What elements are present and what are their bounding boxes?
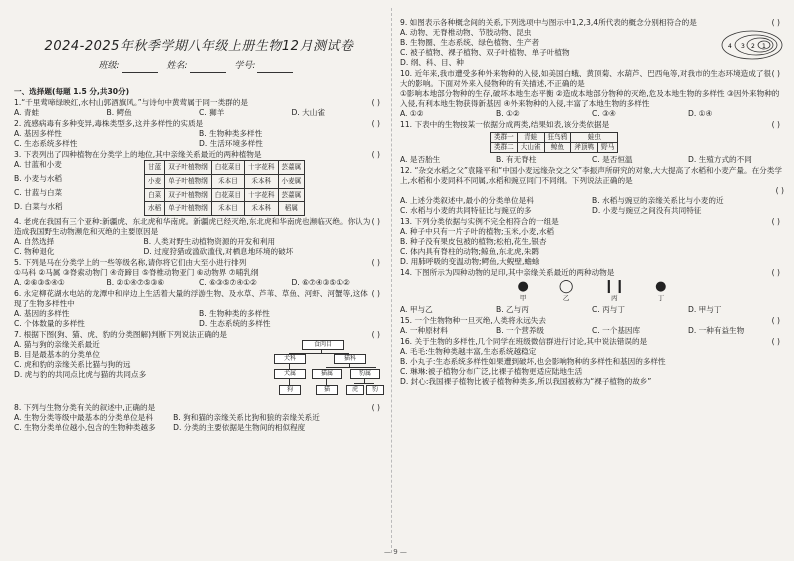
diagram-node: 犬科 bbox=[274, 354, 306, 364]
concept-rings-diagram bbox=[720, 28, 784, 62]
option[interactable]: A. ②⑥③⑤④① bbox=[14, 278, 65, 288]
question-stem: 3. 下表列出了四种植物在分类学上的地位,其中亲缘关系最近的两种植物是 bbox=[14, 150, 262, 160]
table-cell: 禾本科 bbox=[245, 174, 278, 188]
right-column bbox=[400, 0, 784, 561]
footprint-yi bbox=[559, 280, 574, 303]
option[interactable]: C. 物种退化 bbox=[14, 247, 55, 257]
rank-list: ①马科 ②马属 ③脊索动物门 ④奇蹄目 ⑤脊椎动物亚门 ⑥动物界 ⑦哺乳纲 bbox=[14, 268, 259, 278]
question-14 bbox=[400, 268, 784, 315]
table-row bbox=[145, 188, 305, 202]
class-field[interactable] bbox=[122, 63, 158, 73]
answer-paren[interactable]: ( ) bbox=[371, 289, 380, 299]
option[interactable]: D. ⑥⑦④③⑤①② bbox=[291, 278, 350, 288]
diagram-node: 猫科 bbox=[334, 354, 366, 364]
question-2 bbox=[14, 119, 384, 149]
table-cell: 芸薹属 bbox=[278, 188, 305, 202]
table-cell: 芸薹属 bbox=[278, 161, 305, 175]
question-stem: 16. 关于生物的多样性,几个同学在班级微信群进行讨论,其中说法错误的是 bbox=[400, 336, 648, 346]
paw-print-icon: ● bbox=[655, 279, 667, 295]
option[interactable]: A. 一种原材料 bbox=[400, 325, 448, 335]
option[interactable]: C. ⑥③⑤⑦④①② bbox=[199, 278, 257, 288]
taxonomy-diagram bbox=[264, 340, 384, 402]
table-cell: 甘蓝 bbox=[145, 161, 165, 175]
question-13 bbox=[400, 217, 784, 267]
table-cell: 单子叶植物纲 bbox=[165, 202, 212, 216]
table-cell: 斧顶鸭 bbox=[571, 143, 598, 153]
answer-paren[interactable]: ( ) bbox=[371, 150, 380, 160]
option[interactable]: C. ③④ bbox=[592, 109, 616, 119]
table-cell: 野马 bbox=[598, 143, 618, 153]
option[interactable]: D. 分类的主要依据是生物间的相似程度 bbox=[173, 423, 306, 433]
ring-label: 4 bbox=[728, 43, 732, 51]
option[interactable]: C. 被子植物、裸子植物、双子叶植物、单子叶植物 bbox=[400, 48, 570, 58]
question-stem: 12. “杂交水稻之父”袁隆平和“中国小麦远缘杂交之父”李振声所研究的对象,大大提高了水稻和小麦产量。在分类学上,水稻和小麦同科不同属,水稻和豌豆同门不同纲。下列说法正确的是 bbox=[400, 166, 782, 186]
option[interactable]: D. 甲与丁 bbox=[688, 304, 722, 314]
ring-label: 3 bbox=[741, 43, 745, 51]
diagram-node: 猫属 bbox=[312, 369, 342, 379]
option[interactable]: D. 大山雀 bbox=[291, 108, 325, 118]
option[interactable]: B. 人类对野生动植物资源的开发和利用 bbox=[143, 237, 276, 247]
table-cell: 禾本目 bbox=[211, 202, 244, 216]
question-9 bbox=[400, 18, 784, 68]
question-stem: 5. 下列是马在分类学上的一些等级名称,请你将它们由大至小进行排列 bbox=[14, 258, 247, 268]
option[interactable]: A. 毛毛:生物种类越丰富,生态系统越稳定 bbox=[400, 347, 537, 356]
table-cell: 小麦 bbox=[145, 174, 165, 188]
footprint-label: 丁 bbox=[657, 294, 665, 303]
answer-paren[interactable]: ( ) bbox=[371, 119, 380, 129]
option[interactable]: D. 纲、科、目、种 bbox=[400, 58, 464, 68]
question-11 bbox=[400, 120, 784, 165]
answer-paren[interactable]: ( ) bbox=[771, 120, 780, 130]
option[interactable]: D. 生态系统的多样性 bbox=[199, 319, 271, 329]
question-stem: 10. 近年来,我市遭受多种外来物种的入侵,如美国白蛾、黄顶菊、水葫芦、巴西龟等,对我市的生态环境造成了很大的影响。下面对外来入侵物种的有关描述,不正确的是 bbox=[400, 69, 772, 89]
option[interactable]: C. 生态系统多样性 bbox=[14, 139, 78, 149]
option[interactable]: C. 生物分类单位越小,包含的生物种类越多 bbox=[14, 423, 156, 433]
section-heading: 一、选择题(每题 1.5 分,共30分) bbox=[14, 87, 130, 97]
column-divider bbox=[391, 8, 392, 553]
table-cell: 鲸鱼 bbox=[544, 143, 571, 153]
option[interactable]: C. 个体数量的多样性 bbox=[14, 319, 85, 329]
option[interactable]: A. 自然选择 bbox=[14, 237, 55, 247]
answer-paren[interactable]: ( ) bbox=[371, 330, 380, 340]
diagram-node: 豹属 bbox=[350, 369, 380, 379]
option[interactable]: C. 是否恒温 bbox=[592, 155, 633, 165]
student-info bbox=[14, 61, 384, 73]
table-cell: 单子叶植物纲 bbox=[165, 174, 212, 188]
table-row bbox=[491, 143, 618, 153]
question-stem: 13. 下列分类依据与实例不完全相符合的一组是 bbox=[400, 217, 559, 227]
option[interactable]: A. 上述分类叙述中,最小的分类单位是科 bbox=[400, 196, 534, 206]
classification-table bbox=[144, 160, 305, 216]
table-cell: 类群二 bbox=[491, 143, 518, 153]
table-row bbox=[145, 161, 305, 175]
option[interactable]: A. 基因多样性 bbox=[14, 129, 62, 139]
question-stem: 2. 流感病毒有多种变异,毒株类型多,这并多样性的实质是 bbox=[14, 119, 204, 129]
option[interactable]: B. 有无脊柱 bbox=[496, 155, 537, 165]
footprint-label: 丙 bbox=[611, 294, 618, 303]
answer-paren[interactable]: ( ) bbox=[371, 403, 380, 413]
option[interactable]: B. 生物种类多样性 bbox=[199, 129, 263, 139]
table-cell: 双子叶植物纲 bbox=[165, 188, 212, 202]
footprint-label: 乙 bbox=[562, 294, 570, 303]
option[interactable]: D. ①④ bbox=[688, 109, 713, 119]
grouping-table bbox=[490, 132, 618, 153]
footprint-jia bbox=[517, 280, 528, 303]
answer-paren[interactable]: ( ) bbox=[371, 217, 380, 227]
table-row bbox=[145, 174, 305, 188]
option[interactable]: C. 水稻与小麦的共同特征比与豌豆的多 bbox=[400, 206, 532, 216]
option[interactable]: A. 生物分类等级中最基本的分类单位是科 bbox=[14, 413, 153, 423]
id-field[interactable] bbox=[257, 63, 293, 73]
name-field[interactable] bbox=[190, 63, 226, 73]
option[interactable]: A. 种子中只有一片子叶的植物;玉米,小麦,水稻 bbox=[400, 227, 554, 237]
table-cell: 小麦属 bbox=[278, 174, 305, 188]
option[interactable]: C. 体内具有脊柱的动物;鲸鱼,东北虎,朱鹮 bbox=[400, 247, 540, 257]
table-cell: 双子叶植物纲 bbox=[165, 161, 212, 175]
answer-paren[interactable]: ( ) bbox=[771, 336, 780, 346]
question-4 bbox=[14, 217, 384, 257]
answer-paren[interactable]: ( ) bbox=[771, 69, 780, 79]
table-cell: 大山雀 bbox=[517, 143, 544, 153]
table-row bbox=[491, 133, 618, 143]
exam-title: 2024-2025年秋季学期八年级上册生物12月测试卷 bbox=[44, 39, 354, 54]
question-stem: 4. 老虎在我国有三个亚种:新疆虎、东北虎和华南虎。新疆虎已经灭绝,东北虎和华南虎也濒临灭绝。你认为造成我国野生动物濒危和灭绝的主要原因是 bbox=[14, 217, 371, 237]
table-cell: 稻属 bbox=[278, 202, 305, 216]
option[interactable]: B. 水稻与豌豆的亲缘关系比与小麦的近 bbox=[592, 196, 724, 206]
option[interactable]: C. 虎和豹的亲缘关系比猫与狗的远 bbox=[14, 360, 131, 370]
question-7 bbox=[14, 330, 384, 402]
question-stem: 9. 如图表示各种概念间的关系,下列选项中与图示中1,2,3,4所代表的概念分别相符合的是 bbox=[400, 18, 697, 27]
diagram-node: 狗 bbox=[279, 385, 301, 395]
id-label: 学号: bbox=[234, 61, 256, 72]
option[interactable]: D. 过度狩猎或滥砍滥伐,对栖息地环境的破坏 bbox=[143, 247, 294, 257]
question-stem: 8. 下列与生物分类有关的叙述中,正确的是 bbox=[14, 403, 156, 413]
option[interactable]: C. 丙与丁 bbox=[592, 304, 625, 314]
option[interactable]: A. 青蛙 bbox=[14, 108, 40, 118]
table-cell: 青蛙 bbox=[517, 133, 544, 143]
footprint-label: 甲 bbox=[519, 294, 527, 303]
option[interactable]: C. 狮羊 bbox=[199, 108, 225, 118]
diagram-node: 豹 bbox=[366, 385, 384, 395]
diagram-node: 猫 bbox=[316, 385, 338, 395]
option[interactable]: B. 小丸子:生态系统多样性如果遭到破坏,也会影响物种的多样性和基因的多样性 bbox=[400, 357, 666, 367]
table-cell: 十字花科 bbox=[245, 188, 278, 202]
answer-paren[interactable]: ( ) bbox=[371, 258, 380, 268]
question-stem: 6. 永定柳花湖水电站的龙潭中和岸边上生活着大量的浮游生物、及水草、芦苇、草鱼、河虾、河蟹等,这体现了生物多样性中 bbox=[14, 289, 368, 309]
question-6 bbox=[14, 289, 384, 329]
table-cell: 白花菜目 bbox=[211, 188, 244, 202]
question-5 bbox=[14, 258, 384, 288]
option[interactable]: C. 一个基因库 bbox=[592, 325, 641, 335]
answer-paren[interactable]: ( ) bbox=[771, 315, 780, 325]
hoof-print-icon: ◯ bbox=[558, 279, 574, 295]
paw-print-icon: ● bbox=[517, 279, 529, 295]
option[interactable]: A. 动物、无脊椎动物、节肢动物、昆虫 bbox=[400, 28, 532, 38]
question-15 bbox=[400, 316, 784, 336]
ring-label: 2 bbox=[751, 43, 755, 51]
table-cell: 禾本科 bbox=[245, 202, 278, 216]
option[interactable]: C. 琳琳:被子植物分布广泛,比裸子植物更适应陆地生活 bbox=[400, 367, 583, 377]
table-cell: 十字花科 bbox=[245, 161, 278, 175]
ring-label: 1 bbox=[762, 43, 766, 51]
option[interactable]: D. 封心:我国裸子植物比被子植物种类多,所以我国被称为“裸子植物的故乡” bbox=[400, 377, 652, 387]
option[interactable]: A. 甘蓝和小麦 bbox=[14, 160, 62, 170]
table-row bbox=[145, 202, 305, 216]
answer-paren[interactable]: ( ) bbox=[771, 268, 780, 278]
option[interactable]: C. 甘蓝与白菜 bbox=[14, 188, 63, 198]
question-stem: 14. 下图所示为四种动物的足印,其中亲缘关系最近的两种动物是 bbox=[400, 268, 615, 278]
question-12 bbox=[400, 166, 784, 216]
table-cell: 类群一 bbox=[491, 133, 518, 143]
option[interactable]: D. 生殖方式的不同 bbox=[688, 155, 752, 165]
question-stem: 15. 一个生物物种一旦灭绝,人类将永远失去 bbox=[400, 315, 546, 325]
left-column bbox=[14, 0, 384, 561]
answer-paren[interactable]: ( ) bbox=[771, 18, 780, 27]
table-cell: 禾本目 bbox=[211, 174, 244, 188]
option[interactable]: D. 虎与豹的共同点比虎与猫的共同点多 bbox=[14, 370, 147, 380]
option[interactable]: D. 小麦与豌豆之间没有共同特征 bbox=[592, 206, 702, 216]
table-cell: 白花菜目 bbox=[211, 161, 244, 175]
question-1 bbox=[14, 98, 384, 118]
option[interactable]: A. ①② bbox=[400, 109, 424, 119]
option[interactable]: B. 目是最基本的分类单位 bbox=[14, 350, 100, 360]
question-stem: 1.“千里莺啼绿映红,水村山郭酒旗风。”与诗句中黄莺属于同一类群的是 bbox=[14, 98, 248, 108]
page-number: — 9 — bbox=[384, 548, 407, 556]
option[interactable]: A. 猫与狗的亲缘关系最近 bbox=[14, 340, 100, 350]
name-label: 姓名: bbox=[166, 61, 188, 72]
footprint-figure bbox=[400, 280, 784, 303]
option[interactable]: D. 一种有益生物 bbox=[688, 325, 745, 335]
answer-paren[interactable]: ( ) bbox=[371, 98, 380, 108]
option[interactable]: D. 白菜与水稻 bbox=[14, 202, 63, 212]
option[interactable]: B. ②①④⑦⑤③⑥ bbox=[106, 278, 165, 288]
table-cell: 蛙虫 bbox=[571, 133, 618, 143]
option[interactable]: D. 用肺呼吸的变温动物;鳄鱼,大鲵壁,蟾蜍 bbox=[400, 257, 540, 267]
footprint-ding bbox=[655, 280, 666, 303]
table-cell: 水稻 bbox=[145, 202, 165, 216]
footprint-bing bbox=[603, 280, 625, 303]
option[interactable]: B. 种子没有果皮包被的植物;松柏,花生,银杏 bbox=[400, 237, 547, 247]
option[interactable]: A. 是否胎生 bbox=[400, 155, 441, 165]
diagram-node: 食肉目 bbox=[302, 340, 344, 350]
option[interactable]: B. 狗和猫的亲缘关系比狗和狼的亲缘关系近 bbox=[173, 413, 320, 423]
class-label: 班级: bbox=[98, 61, 120, 72]
option[interactable]: B. 乙与丙 bbox=[496, 304, 529, 314]
option[interactable]: B. 小麦与水稻 bbox=[14, 174, 63, 184]
option[interactable]: B. 生物圈、生态系统、绿色植物、生产者 bbox=[400, 38, 540, 48]
table-cell: 白菜 bbox=[145, 188, 165, 202]
question-8 bbox=[14, 403, 384, 433]
option[interactable]: B. 一个营养级 bbox=[496, 325, 545, 335]
question-16 bbox=[400, 337, 784, 387]
option[interactable]: A. 甲与乙 bbox=[400, 304, 433, 314]
option[interactable]: D. 生活环境多样性 bbox=[199, 139, 263, 149]
table-cell: 狂鸟鸦 bbox=[544, 133, 571, 143]
answer-paren[interactable]: ( ) bbox=[775, 186, 784, 196]
diagram-node: 犬属 bbox=[274, 369, 306, 379]
statement-list: ①影响本地部分物种的生存,破坏本地生态平衡 ②造成本地部分物种的灭绝,危及本地生物的多样性 ③因外来物种的入侵,有利本地生物获得新基因 ④外来物种的入侵,丰富了本地生物的多样性 bbox=[400, 89, 780, 109]
option[interactable]: B. 鳄鱼 bbox=[106, 108, 132, 118]
question-3 bbox=[14, 150, 384, 216]
option[interactable]: A. 基因的多样性 bbox=[14, 309, 70, 319]
question-10 bbox=[400, 69, 784, 119]
option[interactable]: B. 生物种类的多样性 bbox=[199, 309, 270, 319]
answer-paren[interactable]: ( ) bbox=[771, 217, 780, 227]
diagram-node: 虎 bbox=[346, 385, 364, 395]
question-stem: 7. 根据下图(狗、猫、虎、豹的分类图解)判断下列说法正确的是 bbox=[14, 330, 228, 340]
question-stem: 11. 下表中的生物按某一依据分成两类,结果如表,该分类依据是 bbox=[400, 120, 610, 130]
cloven-hoof-icon: ❙❙ bbox=[603, 279, 626, 295]
option[interactable]: B. ①② bbox=[496, 109, 520, 119]
